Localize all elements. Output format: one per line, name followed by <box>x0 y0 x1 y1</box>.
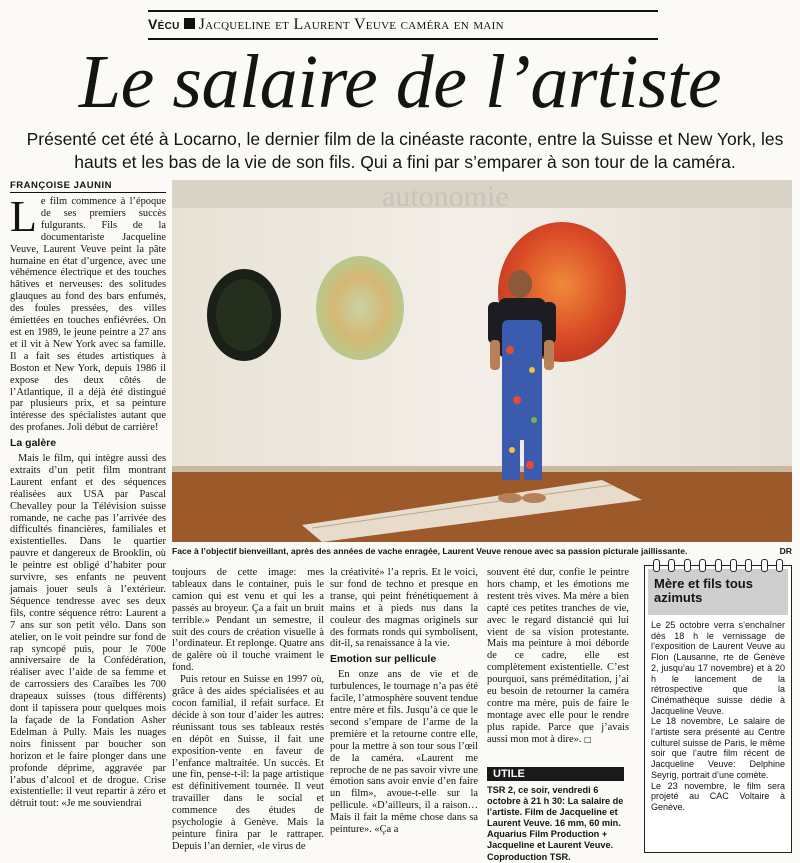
caption-text: Face à l’objectif bienveillant, après des années de vache enragée, Laurent Veuve renoue avec sa passion picturale jaillissante. <box>172 546 688 556</box>
section-label: Vécu <box>148 16 180 32</box>
section-kicker <box>148 10 658 40</box>
sidebar-body <box>645 618 791 815</box>
square-bullet-icon <box>184 18 195 29</box>
col2-paragraph-2: Puis retour en Suisse en 1997 où, grâce à des aides spécialisées et au cocon familial, il refait surface. Et décide à son tour d’aider les autres: réunissant tous ses tableaux restés en dépôt en Suisse, il fait une exposition-vente en faveur de l’enfance maltraitée. Un succès. Et une fin, pense-t-il: la page artistique est définitivement tournée. Il veut travailler dans le social et commence des études de psychologie à Genève. Mais la peinture finira par le rattraper. Depuis l’an dernier, «le virus de <box>172 674 324 852</box>
kicker-text: Jacqueline et Laurent Veuve caméra en main <box>198 16 504 33</box>
svg-text:autonomie: autonomie <box>382 180 509 213</box>
col3-paragraph-1: la créativité» l’a repris. Et le voici, sur fond de techno et presque en transe, qui peint frénétiquement à mains et à pieds nus dans la couleur des magmas originels sur des formats ronds qui symbolisent, dit-il, sa renaissance à la vie. <box>330 567 478 650</box>
article-photo <box>172 180 792 542</box>
binder-rings <box>653 559 783 569</box>
article-column-4 <box>487 567 629 746</box>
col1-paragraph-2: Mais le film, qui intègre aussi des extraits d’un petit film montrant Laurent enfant et des séquences réalisées aux USA par Pascal Chevalley pour la Télévision suisse romande, ne cache pas l’arrivée des difficultés financières, familiales et existentielles. Dans le quartier pauvre et dangereux de Brooklin, où le peintre est obligé d’habiter pour survivre, ses enfants ne peuvent jamais jouer seuls à l’extérieur. Séquence tendresse avec ses deux fils, contre séquence rétro: Laurent a 7 ans sur son petit vélo. Dans son atelier, on le voit peindre sur fond de rap syncopé puis, pour le 700e anniversaire de la Confédération, réaliser avec l’aide de sa femme et de carrossiers des Caraïbes les 700 drapeaux suisses (tous différents) dont il tapissera pour quelques mois la façade de la Fondation Asher Edelman à Pully. Mais les nuages noirs finissent par boucher son horizon et le faire plonger dans une profonde déprime, aggravée par l’abus d’alcool et de drogue. Crise existentielle: il veut repartir à zéro et détruit tout: «Je me souviendrai <box>10 453 166 810</box>
sidebar-paragraph-1: Le 25 octobre verra s’enchaîner dès 18 h le vernissage de l’exposition de Laurent Veuve au Flon (Lausanne, rte de Genève 2, jusqu’au 17 novembre) et à 20 h le lancement de la rétrospective que la Cinémathèque suisse dédie à Jacqueline Veuve. <box>651 620 785 716</box>
drop-cap: L <box>10 192 37 241</box>
article-column-2 <box>172 567 324 853</box>
sidebar-box <box>644 565 792 853</box>
lead-paragraph: Présenté cet été à Locarno, le dernier film de la cinéaste raconte, entre la Suisse et New York, les hauts et les bas de la vie de son fils. Qui a fini par s’emparer à son tour de la caméra. <box>26 129 784 172</box>
painter-studio-illustration <box>172 180 792 542</box>
headline: Le salaire de l’artiste <box>78 40 722 124</box>
byline: FRANÇOISE JAUNIN <box>10 180 166 193</box>
col2-paragraph-1: toujours de cette image: mes tableaux dans le container, puis le camion qui est venu et qui les a passés au broyeur. Ça a fait un bruit terrible.» Pendant un semestre, il suit des cours de création visuelle à l’ordinateur. Et replonge. Quatre ans de galère où il touche vraiment le fond. <box>172 567 324 674</box>
utile-banner: UTILE <box>487 767 624 781</box>
col4-paragraph-1: souvent été dur, confie le peintre hors champ, et les émotions me restent très vives. Ma mère a bien capté ces petites tranches de vie, avec le regard distancié qui lui vient de sa vision protestante. Mais ma peinture à moi déborde de ce cadre, elle est complètement existentielle. C’est pourquoi, sans préméditation, j’ai eu besoin de retourner la caméra contre ma mère, puis de faire le montage avec elle pour le rendre plus rapide. Parce que j’avais aussi mon mot à dire». <box>487 567 629 745</box>
subhead-galere: La galère <box>10 437 57 450</box>
photo-credit: DR <box>779 546 792 556</box>
col3-paragraph-2: En onze ans de vie et de turbulences, le tournage n’a pas été facile, l’atmosphère souvent tendue entre mère et fils. Jusqu’à ce que le second s’empare de l’arme de la première et la retourne contre elle, pour la mettre à son tour sous l’œil de la caméra. «Laurent me reproche de ne pas savoir vivre une émotion sans avoir envie d’en faire un film», avoue-t-elle sur la pellicule. «D’ailleurs, il a raison… Mais il fait la même chose dans sa peinture». «Ça a <box>330 669 478 836</box>
end-mark-icon: □ <box>583 734 592 744</box>
subhead-emotion: Emotion sur pellicule <box>330 653 437 666</box>
photo-caption <box>172 546 792 556</box>
sidebar-paragraph-3: Le 23 novembre, le film sera projeté au CAC Voltaire à Genève. <box>651 780 785 812</box>
utile-info: TSR 2, ce soir, vendredi 6 octobre à 21 h 30: La salaire de l’artiste. Film de Jacqueline et Laurent Veuve. 16 mm, 60 min. Aquarius Film Production + Jacqueline et Laurent Veuve. Coproduction TSR. <box>487 785 624 862</box>
col1-paragraph-1: e film commence à l’époque de ses premiers succès fulgurants. Fils de la documentariste Jacqueline Veuve, Laurent Veuve peint la pâte humaine en état d’urgence, avec une véhémence électrique et des touches hâtives et nerveuses: des solitudes glauques au fond des bars enfumés, des foules pressées, des villes émiettées en touches enfiévrées. On est en 1989, le jeune peintre a 27 ans et il vit à New York avec sa famille. Il a fait ses études artistiques à Boston et New York, depuis 1986 il expose des deux côtés de l’Atlantique, il a déjà été distingué par plusieurs prix, et sa peinture intéresse des spécialistes autant que des profanes. Joli début de carrière! <box>10 196 166 434</box>
article-column-3 <box>330 567 478 836</box>
sidebar-paragraph-2: Le 18 novembre, Le salaire de l’artiste sera présenté au Centre culturel suisse de Paris, le même soir que l’autre film récent de Jacqueline Veuve: Delphine Seyrig, portrait d’une comète. <box>651 716 785 780</box>
article-column-1 <box>10 192 166 810</box>
sidebar-title: Mère et fils tous azimuts <box>648 569 788 615</box>
